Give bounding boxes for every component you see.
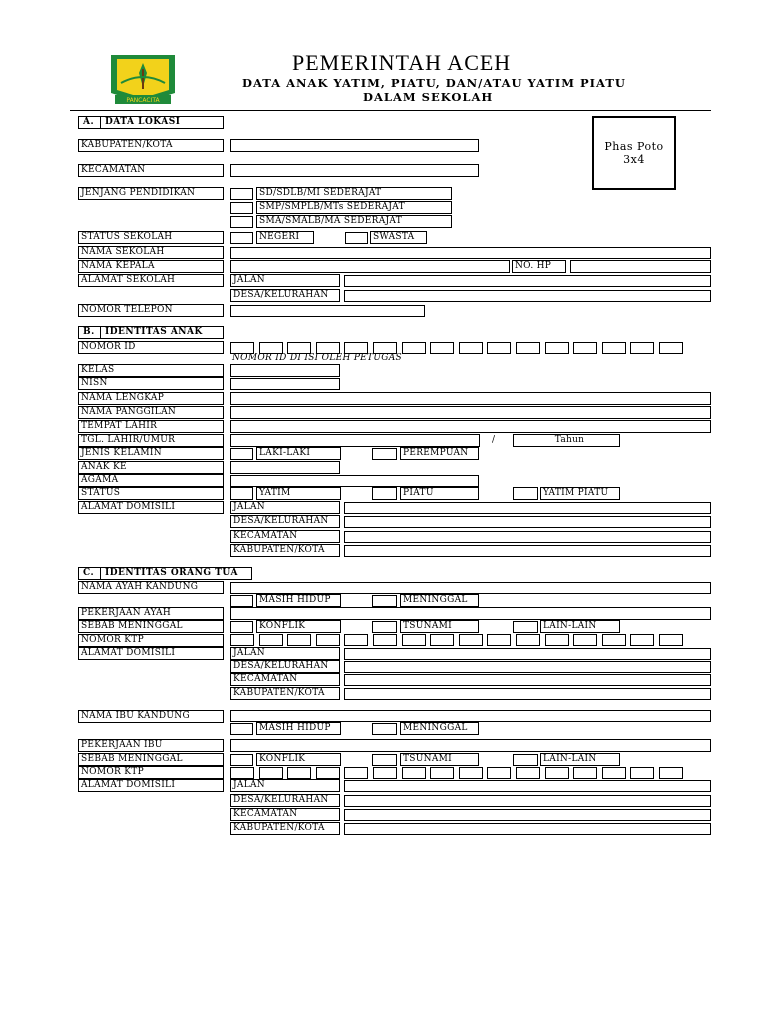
label-status-sekolah: STATUS SEKOLAH: [78, 231, 224, 244]
ayah-desa-field[interactable]: [344, 661, 711, 673]
ktp-ayah-digit-box[interactable]: [259, 634, 283, 646]
ktp-ayah-digit-box[interactable]: [430, 634, 454, 646]
kecamatan-field[interactable]: [230, 164, 479, 177]
ktp-ibu-digit-box[interactable]: [602, 767, 626, 779]
label-sebab-meninggal-ibu: SEBAB MENINGGAL: [78, 753, 224, 766]
label-alamat-ibu: ALAMAT DOMISILI: [78, 779, 224, 792]
jenjang-smp-checkbox[interactable]: [230, 202, 253, 214]
label-pekerjaan-ibu: PEKERJAAN IBU: [78, 739, 224, 752]
piatu-label: PIATU: [400, 487, 479, 500]
tgl-lahir-field[interactable]: [230, 434, 480, 447]
section-c-header: [78, 567, 252, 580]
ktp-ibu-digit-box[interactable]: [545, 767, 569, 779]
ktp-ayah-digit-box[interactable]: [545, 634, 569, 646]
label-status: STATUS: [78, 487, 224, 500]
form-subtitle-line1: DATA ANAK YATIM, PIATU, DAN/ATAU YATIM PIATU: [242, 76, 626, 90]
label-alamat-ayah: ALAMAT DOMISILI: [78, 647, 224, 660]
section-a-header: [78, 116, 224, 129]
ktp-ayah-digit-box[interactable]: [402, 634, 426, 646]
ayah-kabupaten-field[interactable]: [344, 688, 711, 700]
umur-tahun-field[interactable]: [513, 434, 620, 447]
ayah-kecamatan-field[interactable]: [344, 674, 711, 686]
negeri-label: NEGERI: [256, 231, 314, 244]
no-hp-label: NO. HP: [512, 260, 566, 273]
label-nama-sekolah: NAMA SEKOLAH: [78, 246, 224, 259]
tahun-label: Tahun: [554, 435, 585, 445]
label-pekerjaan-ayah: PEKERJAAN AYAH: [78, 607, 224, 620]
jenjang-sd-label: SD/SDLB/MI SEDERAJAT: [256, 187, 452, 200]
jenjang-smp-label: SMP/SMPLB/MTs SEDERAJAT: [256, 201, 452, 214]
alamat-sekolah-jalan-field[interactable]: [344, 275, 711, 287]
perempuan-label: PEREMPUAN: [400, 447, 479, 460]
photo-label-line1: Phas Poto: [604, 140, 664, 153]
pekerjaan-ayah-field[interactable]: [230, 607, 711, 620]
nomor-id-digit-box[interactable]: [459, 342, 483, 354]
ktp-ibu-digit-box[interactable]: [516, 767, 540, 779]
swasta-label: SWASTA: [370, 231, 427, 244]
nama-kepala-field[interactable]: [230, 260, 510, 273]
ibu-jalan-label: JALAN: [230, 779, 340, 792]
nama-sekolah-field[interactable]: [230, 247, 711, 259]
nomor-id-digit-box[interactable]: [602, 342, 626, 354]
ktp-ibu-digit-box[interactable]: [659, 767, 683, 779]
ayah-jalan-label: JALAN: [230, 647, 340, 660]
header-divider: [70, 110, 711, 111]
ibu-masih-hidup-checkbox[interactable]: [230, 723, 253, 735]
ktp-ibu-digit-box[interactable]: [402, 767, 426, 779]
piatu-checkbox[interactable]: [372, 487, 397, 500]
pekerjaan-ibu-field[interactable]: [230, 739, 711, 752]
ktp-ibu-digit-box[interactable]: [487, 767, 511, 779]
ibu-kabupaten-label: KABUPATEN/KOTA: [230, 822, 340, 835]
ktp-ibu-digit-box[interactable]: [259, 767, 283, 779]
ktp-ayah-digit-box[interactable]: [630, 634, 654, 646]
nomor-id-digit-box[interactable]: [516, 342, 540, 354]
label-jenis-kelamin: JENIS KELAMIN: [78, 447, 224, 460]
desa-label: DESA/KELURAHAN: [230, 289, 340, 302]
section-c-title: IDENTITAS ORANG TUA: [105, 568, 238, 578]
anak-kecamatan-label: KECAMATAN: [230, 530, 340, 543]
ibu-desa-field[interactable]: [344, 795, 711, 807]
label-kabupaten: KABUPATEN/KOTA: [78, 139, 224, 152]
nama-panggilan-field[interactable]: [230, 406, 711, 419]
form-subtitle-line2: DALAM SEKOLAH: [363, 90, 494, 104]
ktp-ayah-digit-box[interactable]: [344, 634, 368, 646]
anak-desa-label: DESA/KELURAHAN: [230, 515, 340, 528]
ktp-ayah-digit-box[interactable]: [459, 634, 483, 646]
ktp-ayah-digit-box[interactable]: [373, 634, 397, 646]
ktp-ibu-digit-box[interactable]: [459, 767, 483, 779]
ibu-lain-lain-checkbox[interactable]: [513, 754, 538, 766]
jalan-label: JALAN: [230, 274, 340, 287]
anak-jalan-label: JALAN: [230, 501, 340, 514]
ktp-ayah-digit-box[interactable]: [602, 634, 626, 646]
ibu-tsunami-checkbox[interactable]: [372, 754, 397, 766]
ayah-meninggal-checkbox[interactable]: [372, 595, 397, 607]
nomor-id-digit-box[interactable]: [487, 342, 511, 354]
ayah-desa-label: DESA/KELURAHAN: [230, 660, 340, 673]
perempuan-checkbox[interactable]: [372, 448, 397, 460]
ktp-ayah-digit-box[interactable]: [316, 634, 340, 646]
tempat-lahir-field[interactable]: [230, 420, 711, 433]
swasta-checkbox[interactable]: [345, 232, 368, 244]
ibu-konflik-checkbox[interactable]: [230, 754, 253, 766]
label-anak-ke: ANAK KE: [78, 461, 224, 474]
label-nisn: NISN: [78, 377, 224, 390]
ibu-tsunami-label: TSUNAMI: [400, 753, 479, 766]
ayah-konflik-checkbox[interactable]: [230, 621, 253, 633]
label-alamat-sekolah: ALAMAT SEKOLAH: [78, 274, 224, 287]
ktp-ibu-digit-box[interactable]: [287, 767, 311, 779]
ktp-ibu-digit-box[interactable]: [573, 767, 597, 779]
agama-field[interactable]: [230, 475, 479, 487]
nomor-id-note: NOMOR ID DI ISI OLEH PETUGAS: [232, 353, 402, 363]
ktp-ibu-digit-box[interactable]: [316, 767, 340, 779]
label-nama-kepala: NAMA KEPALA: [78, 260, 224, 273]
nama-lengkap-field[interactable]: [230, 392, 711, 405]
ibu-meninggal-checkbox[interactable]: [372, 723, 397, 735]
ibu-kecamatan-field[interactable]: [344, 809, 711, 821]
ktp-ayah-digit-box[interactable]: [487, 634, 511, 646]
pemerintah-aceh-logo: [103, 51, 183, 107]
yatim-piatu-checkbox[interactable]: [513, 487, 538, 500]
label-nama-lengkap: NAMA LENGKAP: [78, 392, 224, 405]
alamat-sekolah-desa-field[interactable]: [344, 290, 711, 302]
jenjang-sma-label: SMA/SMALB/MA SEDERAJAT: [256, 215, 452, 228]
yatim-checkbox[interactable]: [230, 487, 253, 500]
label-nama-panggilan: NAMA PANGGILAN: [78, 406, 224, 419]
label-kelas: KELAS: [78, 364, 224, 377]
ibu-desa-label: DESA/KELURAHAN: [230, 794, 340, 807]
nomor-id-digit-box[interactable]: [545, 342, 569, 354]
label-ktp-ibu: NOMOR KTP: [78, 766, 224, 779]
label-nama-ibu: NAMA IBU KANDUNG: [78, 710, 224, 723]
ayah-lain-lain-label: LAIN-LAIN: [540, 620, 620, 633]
ayah-kecamatan-label: KECAMATAN: [230, 673, 340, 686]
ayah-tsunami-label: TSUNAMI: [400, 620, 479, 633]
label-tempat-lahir: TEMPAT LAHIR: [78, 420, 224, 433]
ibu-jalan-field[interactable]: [344, 780, 711, 792]
kelas-field[interactable]: [230, 364, 340, 377]
ktp-ibu-digit-box[interactable]: [230, 767, 254, 779]
ibu-kecamatan-label: KECAMATAN: [230, 808, 340, 821]
page-title: PEMERINTAH ACEH: [292, 50, 512, 75]
nomor-id-digit-box[interactable]: [630, 342, 654, 354]
section-b-number: B.: [79, 327, 101, 338]
label-nomor-telepon: NOMOR TELEPON: [78, 304, 224, 317]
ktp-ibu-digit-box[interactable]: [630, 767, 654, 779]
label-nama-ayah: NAMA AYAH KANDUNG: [78, 581, 224, 594]
no-hp-field[interactable]: [570, 260, 711, 273]
ayah-konflik-label: KONFLIK: [256, 620, 341, 633]
anak-jalan-field[interactable]: [344, 502, 711, 514]
label-jenjang: JENJANG PENDIDIKAN: [78, 187, 224, 200]
ktp-ayah-digit-box[interactable]: [659, 634, 683, 646]
logo-text: PANCACITA: [126, 97, 160, 104]
label-nomor-id: NOMOR ID: [78, 341, 224, 354]
jenjang-sma-checkbox[interactable]: [230, 216, 253, 228]
yatim-label: YATIM: [256, 487, 341, 500]
yatim-piatu-label: YATIM PIATU: [540, 487, 620, 500]
nama-ibu-field[interactable]: [230, 710, 711, 722]
kabupaten-field[interactable]: [230, 139, 479, 152]
nisn-field[interactable]: [230, 378, 340, 390]
ktp-ayah-digit-box[interactable]: [516, 634, 540, 646]
ktp-ayah-digit-box[interactable]: [230, 634, 254, 646]
anak-kabupaten-field[interactable]: [344, 545, 711, 557]
ibu-kabupaten-field[interactable]: [344, 823, 711, 835]
ibu-lain-lain-label: LAIN-LAIN: [540, 753, 620, 766]
ktp-ayah-digit-box[interactable]: [287, 634, 311, 646]
anak-desa-field[interactable]: [344, 516, 711, 528]
ibu-masih-hidup-label: MASIH HIDUP: [256, 722, 341, 735]
ibu-konflik-label: KONFLIK: [256, 753, 341, 766]
ktp-ibu-digit-box[interactable]: [430, 767, 454, 779]
nama-ayah-field[interactable]: [230, 582, 711, 594]
laki-laki-label: LAKI-LAKI: [256, 447, 341, 460]
laki-laki-checkbox[interactable]: [230, 448, 253, 460]
ayah-meninggal-label: MENINGGAL: [400, 594, 479, 607]
nomor-id-digit-box[interactable]: [659, 342, 683, 354]
ayah-jalan-field[interactable]: [344, 648, 711, 660]
label-alamat-domisili-anak: ALAMAT DOMISILI: [78, 501, 224, 514]
photo-box[interactable]: [592, 116, 676, 190]
label-sebab-meninggal-ayah: SEBAB MENINGGAL: [78, 620, 224, 633]
label-tgl-lahir: TGL. LAHIR/UMUR: [78, 434, 224, 447]
ayah-masih-hidup-label: MASIH HIDUP: [256, 594, 341, 607]
ktp-ayah-digit-box[interactable]: [573, 634, 597, 646]
negeri-checkbox[interactable]: [230, 232, 253, 244]
anak-kabupaten-label: KABUPATEN/KOTA: [230, 544, 340, 557]
nomor-id-digit-box[interactable]: [430, 342, 454, 354]
section-b-header: [78, 326, 224, 339]
nomor-telepon-field[interactable]: [230, 305, 425, 317]
photo-label-line2: 3x4: [623, 153, 645, 166]
ayah-tsunami-checkbox[interactable]: [372, 621, 397, 633]
nomor-id-digit-box[interactable]: [402, 342, 426, 354]
label-kecamatan: KECAMATAN: [78, 164, 224, 177]
section-c-number: C.: [79, 568, 101, 579]
anak-ke-field[interactable]: [230, 461, 340, 474]
nomor-id-digit-box[interactable]: [573, 342, 597, 354]
ktp-ibu-digit-box[interactable]: [344, 767, 368, 779]
section-b-title: IDENTITAS ANAK: [105, 327, 203, 337]
ayah-masih-hidup-checkbox[interactable]: [230, 595, 253, 607]
label-agama: AGAMA: [78, 474, 224, 487]
jenjang-sd-checkbox[interactable]: [230, 188, 253, 200]
ktp-ibu-digit-box[interactable]: [373, 767, 397, 779]
anak-kecamatan-field[interactable]: [344, 531, 711, 543]
label-ktp-ayah: NOMOR KTP: [78, 634, 224, 647]
ayah-kabupaten-label: KABUPATEN/KOTA: [230, 687, 340, 700]
ayah-lain-lain-checkbox[interactable]: [513, 621, 538, 633]
tgl-slash: /: [492, 435, 496, 445]
section-a-title: DATA LOKASI: [105, 117, 181, 127]
ibu-meninggal-label: MENINGGAL: [400, 722, 479, 735]
section-a-number: A.: [79, 117, 101, 128]
